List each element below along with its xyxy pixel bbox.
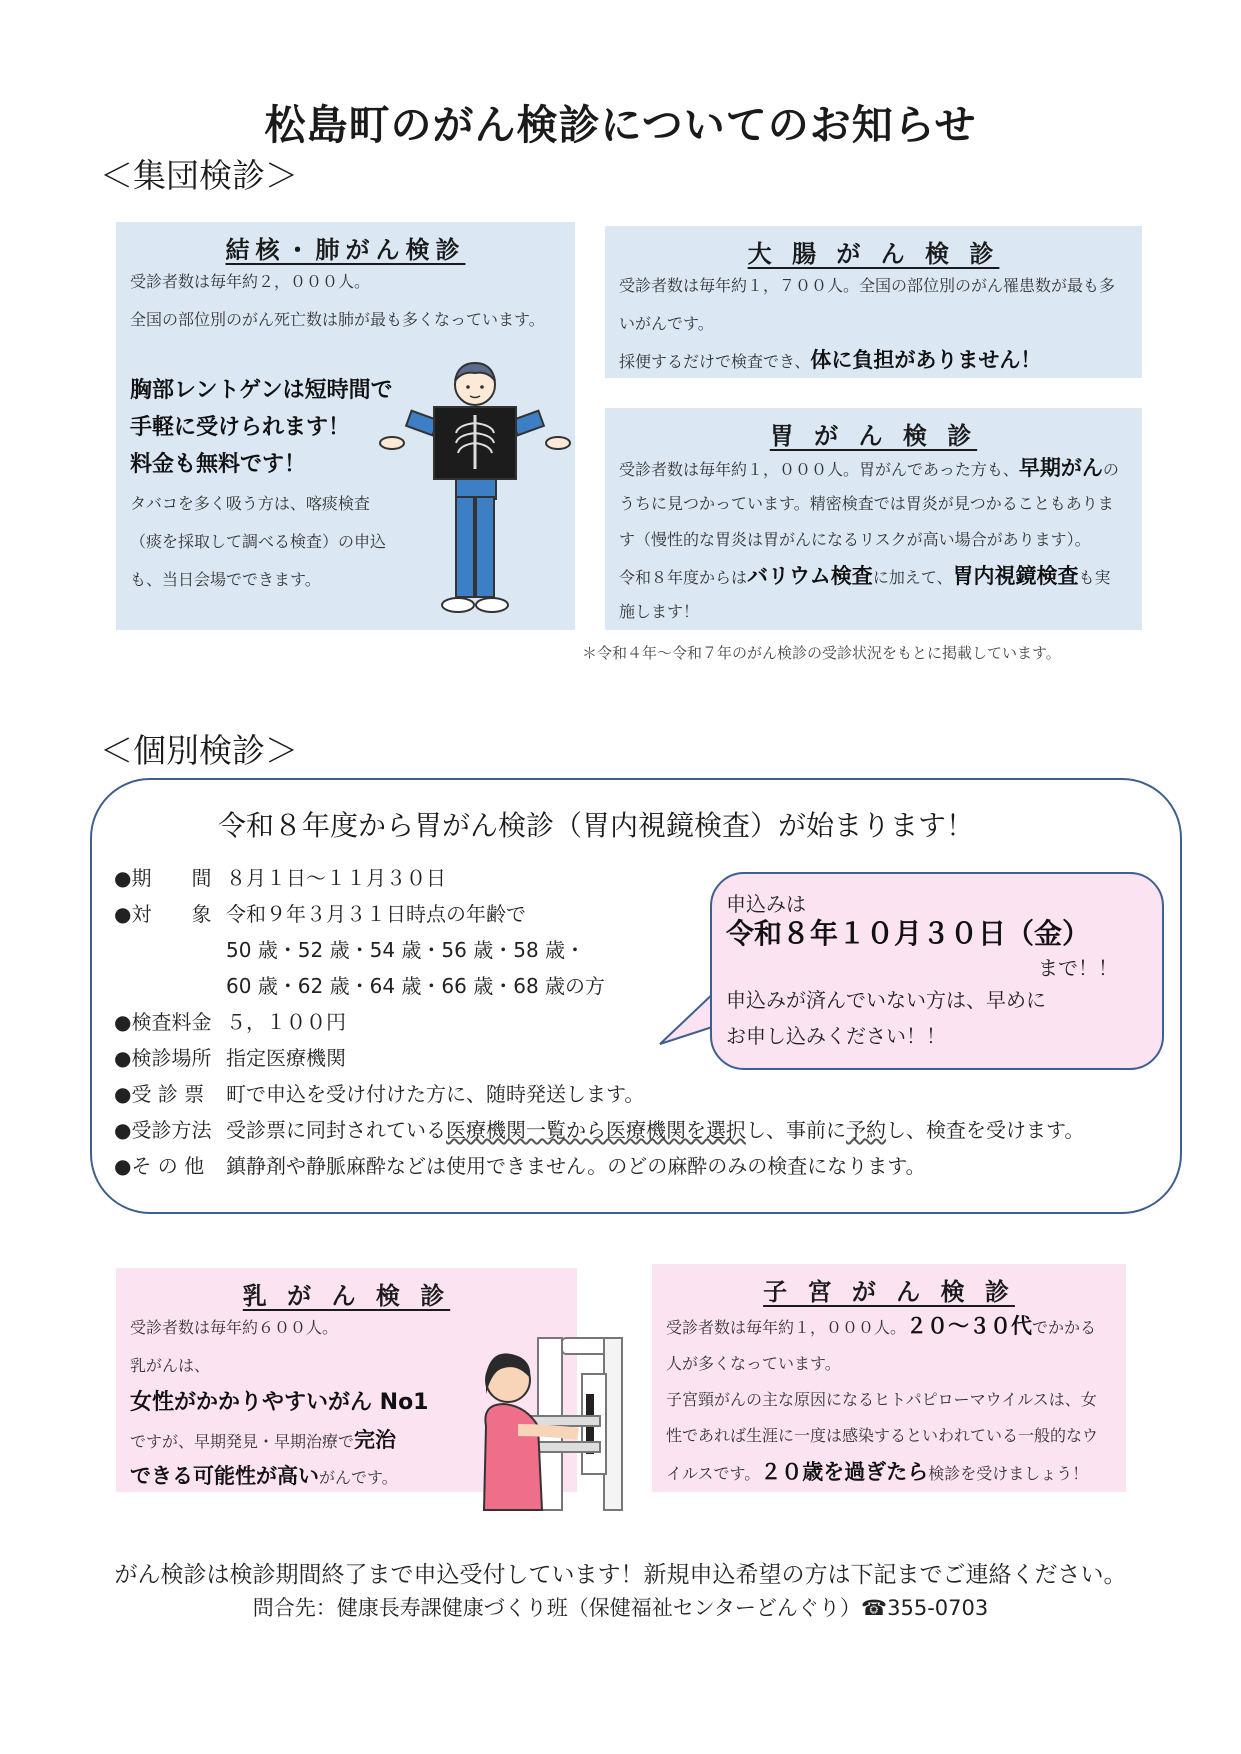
xray-person-illustration — [378, 357, 573, 627]
lung-exam-box — [116, 222, 575, 630]
phone-icon: ☎ — [860, 1596, 888, 1620]
contact-label: 問合先：健康長寿課健康づくり班（保健福祉センターどんぐり） — [252, 1596, 861, 1620]
breast-text-4: できる可能性が高いがんです。 — [130, 1464, 398, 1488]
stomach-text-1: 受診者数は毎年約１，０００人。胃がんであった方も、早期がんの — [619, 456, 1119, 480]
breast-exam-heading: 乳 が ん 検 診 — [242, 1282, 451, 1310]
cervical-text-1: 受診者数は毎年約１，０００人。２０～３０代でかかる — [666, 1314, 1097, 1338]
stomach-exam-box — [605, 408, 1142, 630]
detail-row-ages-2: 60 歳・62 歳・64 歳・66 歳・68 歳の方 — [226, 974, 606, 998]
colon-text-2: いがんです。 — [619, 314, 714, 333]
mammography-illustration — [478, 1334, 648, 1514]
colon-text-3: 採便するだけで検査でき、体に負担がありません！ — [619, 348, 1042, 372]
detail-row-target: ●対 象 令和９年３月３１日時点の年齢で — [114, 902, 526, 926]
colon-text-1: 受診者数は毎年約１，７００人。全国の部位別のがん罹患数が最も多 — [619, 276, 1116, 295]
detail-row-period: ●期 間 ８月１日～１１月３０日 — [114, 866, 446, 890]
breast-text-1: 受診者数は毎年約６００人。 — [130, 1318, 339, 1337]
bubble-text-4: 申込みが済んでいない方は、早めに — [726, 988, 1046, 1012]
detail-row-ticket: ●受 診 票 町で申込を受け付けた方に、随時発送します。 — [114, 1082, 645, 1106]
cervical-exam-box — [652, 1264, 1126, 1492]
detail-row-fee: ●検査料金 ５，１００円 — [114, 1010, 346, 1034]
cervical-text-3: 子宮頸がんの主な原因になるヒトパピローマウイルスは、女 — [666, 1390, 1097, 1409]
lung-exam-heading: 結核・肺がん検診 — [225, 236, 466, 264]
lung-text-5: も、当日会場でできます。 — [130, 570, 321, 589]
detail-row-place: ●検診場所 指定医療機関 — [114, 1046, 346, 1070]
cervical-text-2: 人が多くなっています。 — [666, 1354, 841, 1373]
breast-text-2: 乳がんは、 — [130, 1356, 211, 1375]
lung-highlight-1: 胸部レントゲンは短時間で — [130, 378, 393, 403]
lung-text-2: 全国の部位別のがん死亡数は肺が最も多くなっています。 — [130, 310, 545, 329]
bubble-text-3: まで！！ — [1038, 956, 1118, 980]
stomach-text-5: 施します！ — [619, 602, 700, 621]
data-source-note: ＊令和４年～令和７年のがん検診の受診状況をもとに掲載しています。 — [582, 644, 1061, 662]
stomach-text-2: うちに見つかっています。精密検査では胃炎が見つかることもありま — [619, 494, 1114, 513]
detail-row-method: ●受診方法 受診票に同封されている医療機関一覧から医療機関を選択し、事前に予約し、検査を受けます。 — [114, 1118, 1085, 1142]
colon-emphasis: 体に負担がありません！ — [810, 348, 1042, 372]
lung-text-1: 受診者数は毎年約２，０００人。 — [130, 272, 371, 291]
bubble-text-5: お申し込みください！！ — [726, 1024, 946, 1048]
detail-row-ages-1: 50 歳・52 歳・54 歳・56 歳・58 歳・ — [226, 938, 586, 962]
colon-exam-box — [605, 226, 1142, 378]
stomach-text-3: す（慢性的な胃炎は胃がんになるリスクが高い場合があります）。 — [619, 530, 1091, 549]
breast-text-3: ですが、早期発見・早期治療で完治 — [130, 1428, 397, 1452]
footer-notice: がん検診は検診期間終了まで申込受付しています！新規申込希望の方は下記までご連絡ください。 — [114, 1562, 1127, 1588]
lung-text-3: タバコを多く吸う方は、喀痰検査 — [130, 494, 370, 513]
footer-contact — [0, 1592, 1241, 1622]
colon-exam-heading: 大 腸 が ん 検 診 — [747, 240, 1000, 268]
lung-highlight-2: 手軽に受けられます！ — [130, 415, 351, 440]
stomach-text-4: 令和８年度からはバリウム検査に加えて、胃内視鏡検査も実 — [619, 564, 1111, 588]
page-title: 松島町のがん検診についてのお知らせ — [264, 101, 977, 149]
bubble-text-1: 申込みは — [726, 892, 806, 916]
deadline-bubble — [710, 872, 1164, 1070]
lung-highlight-3: 料金も無料です！ — [130, 452, 307, 477]
breast-highlight: 女性がかかりやすいがん No1 — [130, 1390, 429, 1415]
individual-section-heading: ＜個別検診＞ — [100, 731, 298, 770]
cervical-text-4: 性であれば生涯に一度は感染するといわれている一般的なウ — [666, 1426, 1099, 1445]
detail-row-other: ●そ の 他 鎮静剤や静脈麻酔などは使用できません。のどの麻酔のみの検査になります。 — [114, 1154, 926, 1178]
cervical-exam-heading: 子 宮 が ん 検 診 — [763, 1278, 1015, 1306]
individual-title: 令和８年度から胃がん検診（胃内視鏡検査）が始まります！ — [217, 809, 974, 842]
stomach-exam-heading: 胃 が ん 検 診 — [769, 422, 978, 450]
individual-exam-panel — [90, 778, 1182, 1214]
bubble-deadline: 令和８年１０月３０日（金） — [726, 917, 1091, 950]
group-section-heading: ＜集団検診＞ — [100, 156, 298, 195]
phone-number: 355-0703 — [887, 1596, 989, 1620]
lung-text-4: （痰を採取して調べる検査）の申込 — [130, 532, 387, 551]
cervical-text-5: イルスです。２０歳を過ぎたら検診を受けましょう！ — [666, 1460, 1089, 1484]
